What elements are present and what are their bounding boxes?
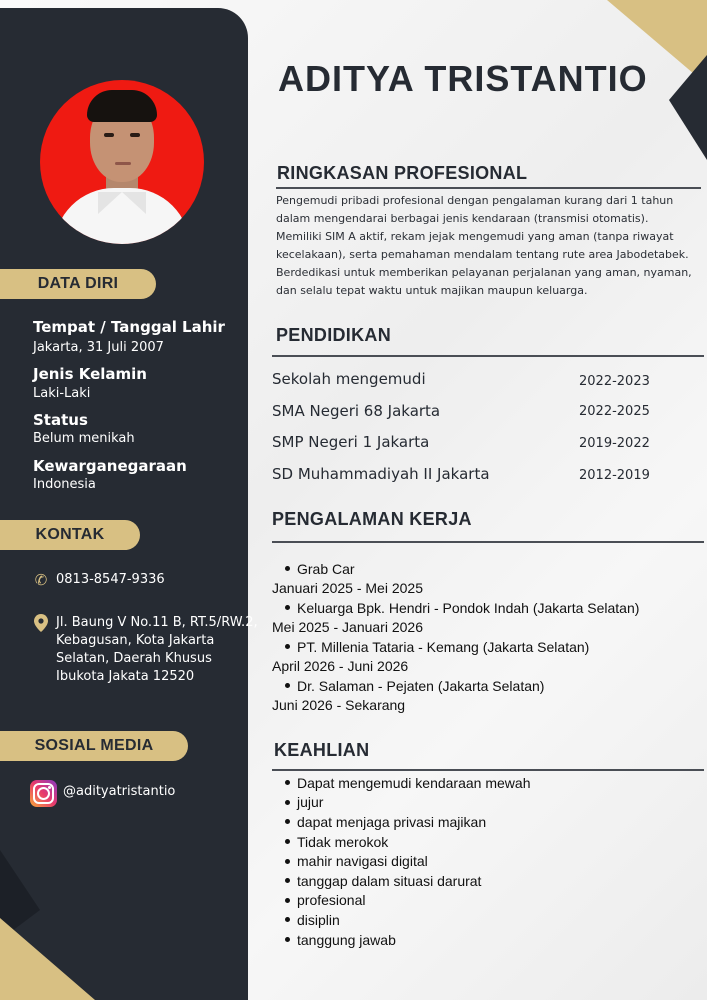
status-label: Status	[33, 411, 88, 429]
instagram-icon	[30, 780, 57, 807]
education-title: PENDIDIKAN	[276, 325, 392, 345]
summary-text: Pengemudi pribadi profesional dengan pengalaman kurang dari 1 tahun dalam mengendarai berbagai jenis kendaraan (transmisi otomatis). Memiliki SIM A aktif, rekam jejak mengemudi yang aman (tanpa riwayat kecelakaan), serta pemahaman mendalam tentang rute area Jabodetabek. Berdedikasi untuk memberikan pelayanan perjalanan yang aman, nyaman, dan selalu tepat waktu untuk majikan maupun keluarga.	[276, 194, 692, 297]
experience-divider	[272, 541, 704, 543]
address-line-2: Kebagusan, Kota Jakarta	[56, 633, 215, 648]
education-school: SMA Negeri 68 Jakarta	[272, 402, 441, 420]
skill-item: disiplin	[285, 910, 685, 930]
nationality-value: Indonesia	[33, 477, 96, 492]
experience-entry	[272, 637, 702, 676]
social-section-title: SOSIAL MEDIA	[0, 731, 188, 761]
skills-divider	[272, 769, 704, 771]
education-school: Sekolah mengemudi	[272, 370, 426, 388]
education-years: 2022-2023	[579, 374, 650, 389]
experience-job: Grab Car	[297, 560, 355, 577]
skill-item: jujur	[285, 793, 685, 813]
skill-item: Tidak merokok	[285, 832, 685, 852]
experience-entry	[272, 598, 702, 637]
address-line-3: Selatan, Daerah Khusus	[56, 651, 212, 666]
education-school: SD Muhammadiyah II Jakarta	[272, 465, 490, 483]
location-pin-icon	[32, 614, 50, 632]
summary-divider	[276, 187, 701, 189]
experience-job: PT. Millenia Tataria - Kemang (Jakarta Selatan)	[297, 638, 590, 655]
corner-decoration-dark	[669, 55, 707, 160]
candidate-name: ADITYA TRISTANTIO	[278, 58, 648, 99]
education-years: 2019-2022	[579, 436, 650, 451]
summary-title: RINGKASAN PROFESIONAL	[277, 163, 528, 183]
gender-label: Jenis Kelamin	[33, 365, 147, 383]
status-value: Belum menikah	[33, 431, 135, 446]
experience-period: Mei 2025 - Januari 2026	[272, 618, 423, 635]
phone-icon: ✆	[34, 571, 48, 589]
instagram-handle: @adityatristantio	[63, 784, 176, 799]
personal-section-title: DATA DIRI	[0, 269, 156, 299]
address-line-4: Ibukota Jakata 12520	[56, 669, 195, 684]
skill-item: dapat menjaga privasi majikan	[285, 812, 685, 832]
birth-value: Jakarta, 31 Juli 2007	[33, 340, 164, 355]
address-line-1: Jl. Baung V No.11 B, RT.5/RW.2,	[56, 615, 258, 630]
sidebar-corner-gold	[0, 918, 95, 1000]
gender-value: Laki-Laki	[33, 386, 91, 401]
education-years: 2012-2019	[579, 468, 650, 483]
skill-item: profesional	[285, 891, 685, 911]
experience-entry	[272, 676, 702, 715]
experience-job: Dr. Salaman - Pejaten (Jakarta Selatan)	[297, 677, 545, 694]
experience-job: Keluarga Bpk. Hendri - Pondok Indah (Jakarta Selatan)	[297, 599, 640, 616]
phone-number: 0813-8547-9336	[56, 572, 165, 587]
skill-item: Dapat mengemudi kendaraan mewah	[285, 773, 685, 793]
nationality-label: Kewarganegaraan	[33, 457, 187, 475]
education-divider	[272, 355, 704, 357]
experience-period: April 2026 - Juni 2026	[272, 657, 409, 674]
skill-item: tanggung jawab	[285, 930, 685, 950]
birth-label: Tempat / Tanggal Lahir	[33, 318, 225, 336]
education-school: SMP Negeri 1 Jakarta	[272, 433, 430, 451]
skills-list	[285, 773, 685, 949]
skill-item: tanggap dalam situasi darurat	[285, 871, 685, 891]
skill-item: mahir navigasi digital	[285, 851, 685, 871]
experience-entry	[272, 559, 702, 598]
experience-list	[272, 559, 702, 715]
contact-section-title: KONTAK	[0, 520, 140, 550]
skills-title: KEAHLIAN	[274, 740, 370, 760]
profile-photo	[40, 80, 204, 244]
experience-title: PENGALAMAN KERJA	[272, 509, 472, 529]
experience-period: Juni 2026 - Sekarang	[272, 696, 406, 713]
education-years: 2022-2025	[579, 404, 650, 419]
experience-period: Januari 2025 - Mei 2025	[272, 579, 423, 596]
